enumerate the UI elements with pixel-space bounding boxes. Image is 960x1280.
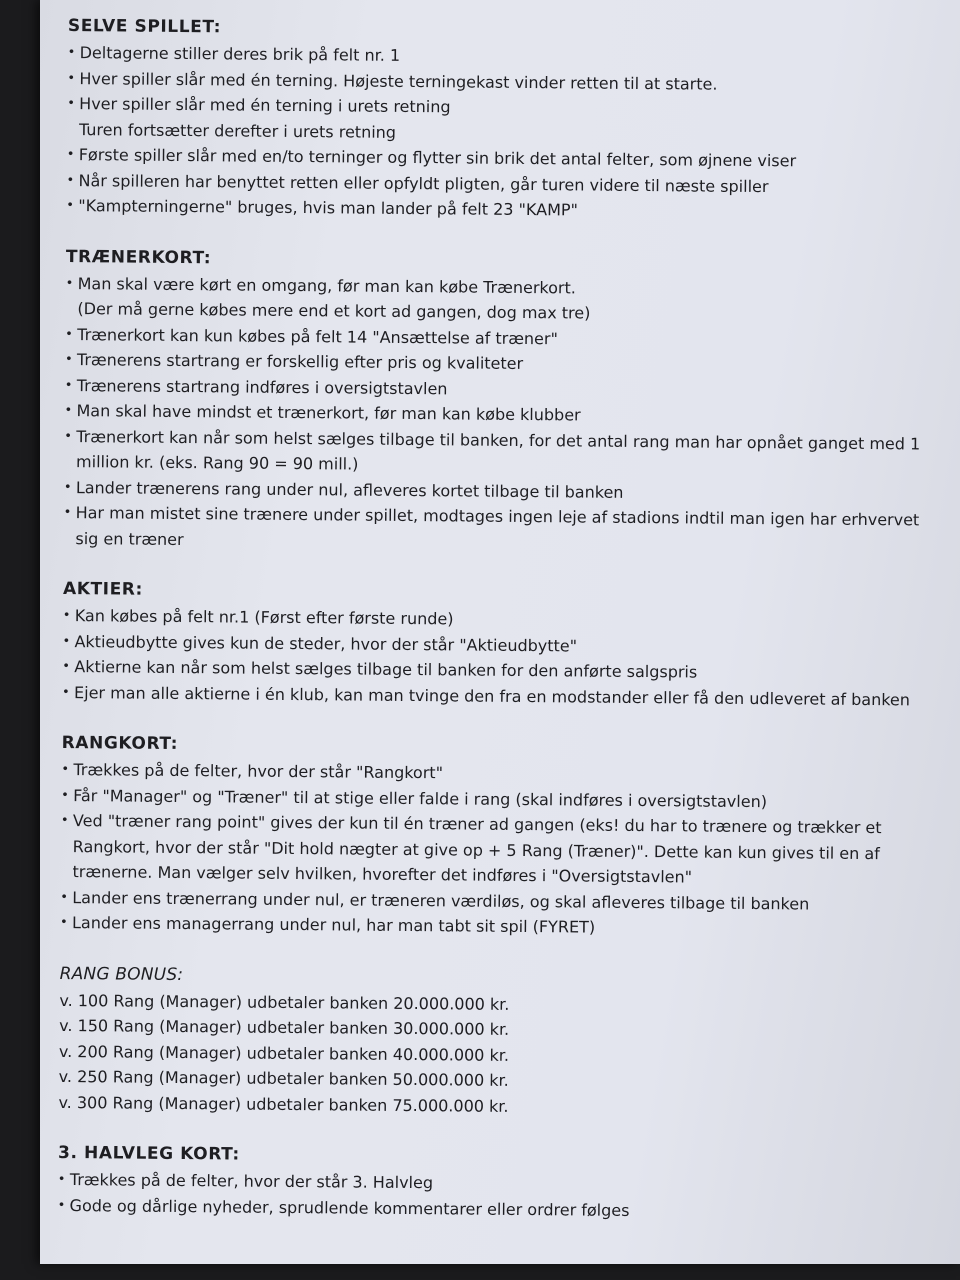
rule-item: • Hver spiller slår med én terning i urets retning Turen fortsætter derefter i urets retning — [67, 91, 927, 150]
rule-item: • Man skal være kørt en omgang, før man kan købe Trænerkort. (Der må gerne købes mere end et kort ad gangen, dog max tre) — [65, 270, 925, 329]
rule-item: • Man skal have mindst et trænerkort, før man kan købe klubber — [64, 398, 924, 431]
bonus-line: v. 100 Rang (Manager) udbetaler banken 20.000.000 kr. — [59, 990, 510, 1014]
rule-item: • Kan købes på felt nr.1 (Først efter første runde) — [63, 603, 923, 636]
rule-item: • Ved "træner rang point" gives der kun til én træner ad gangen (eks! du har to trænere og trækker et Rangkort, hvor der står "Dit hold nægter at give op + 5 Rang (Træner)". Dette kan kun gives til en af trænerne. Man vælger selv hvilken, hvorefter det indføres i "Oversigtstavlen" — [60, 808, 921, 892]
rule-item: • Har man mistet sine trænere under spillet, modtages ingen leje af stadions indtil man igen har erhvervet sig en træner — [63, 500, 923, 559]
rule-item: • Får "Manager" og "Træner" til at stige eller falde i rang (skal indføres i oversigtstavlen) — [61, 782, 921, 815]
section-aktier — [62, 577, 923, 712]
bonus-line: v. 250 Rang (Manager) udbetaler banken 50.000.000 kr. — [58, 1066, 509, 1090]
rule-list — [60, 757, 922, 943]
bonus-list — [58, 987, 919, 1122]
rule-item: • Ejer man alle aktierne i én klub, kan man tvinge den fra en modstander eller få den udleveret af banken — [62, 679, 922, 712]
section-rangkort — [60, 731, 922, 943]
section-heading: RANG BONUS: — [59, 963, 184, 985]
bonus-line: v. 200 Rang (Manager) udbetaler banken 40.000.000 kr. — [58, 1041, 510, 1065]
rule-list — [62, 603, 923, 713]
rule-item: • Lander trænerens rang under nul, afleveres kortet tilbage til banken — [64, 474, 924, 507]
section-heading: 3. HALVLEG KORT: — [57, 1142, 240, 1165]
rule-item: • Trænerens startrang indføres i oversigtstavlen — [65, 372, 925, 405]
rule-item: • Når spilleren har benyttet retten eller opfyldt pligten, går turen videre til næste spiller — [66, 167, 926, 200]
rule-item: • Aktierne kan når som helst sælges tilbage til banken for den anførte salgspris — [62, 654, 922, 687]
rule-item: • "Kampterningerne" bruges, hvis man lander på felt 23 "KAMP" — [66, 193, 926, 226]
rule-item: • Lander ens trænerrang under nul, er træneren værdiløs, og skal afleveres tilbage til banken — [60, 884, 920, 917]
rules-sheet — [40, 0, 960, 1264]
section-rang-bonus — [58, 961, 919, 1122]
rule-item: • Trækkes på de felter, hvor der står "Rangkort" — [61, 757, 921, 790]
rule-item: • Deltagerne stiller deres brik på felt nr. 1 — [68, 40, 928, 73]
section-selve-spillet — [66, 14, 928, 226]
section-heading: AKTIER: — [62, 578, 144, 600]
rule-item: • Trænerens startrang er forskellig efter pris og kvaliteter — [65, 347, 925, 380]
rule-item: • Trænerkort kan kun købes på felt 14 "Ansættelse af træner" — [65, 321, 925, 354]
section-traenerkort — [63, 244, 926, 558]
rule-item: • Trækkes på de felter, hvor der står 3. Halvleg — [58, 1167, 918, 1200]
bonus-line: v. 300 Rang (Manager) udbetaler banken 75.000.000 kr. — [58, 1092, 509, 1116]
rule-list — [66, 40, 928, 226]
rule-list — [63, 270, 925, 558]
rule-item: • Gode og dårlige nyheder, sprudlende kommentarer eller ordrer følges — [57, 1192, 917, 1225]
rule-item: • Lander ens managerrang under nul, har man tabt sit spil (FYRET) — [60, 910, 920, 943]
rule-item: • Første spiller slår med en/to terninger og flytter sin brik det antal felter, som øjnene viser — [67, 142, 927, 175]
rule-item: • Aktieudbytte gives kun de steder, hvor der står "Aktieudbytte" — [62, 628, 922, 661]
section-halvleg-kort — [57, 1141, 918, 1226]
rule-list — [57, 1167, 917, 1226]
bonus-line: v. 150 Rang (Manager) udbetaler banken 30.000.000 kr. — [59, 1015, 510, 1039]
rule-item: • Trænerkort kan når som helst sælges tilbage til banken, for det antal rang man har opnået ganget med 1 million kr. (eks. Rang 90 = 90 mill.) — [64, 423, 924, 482]
section-heading: RANGKORT: — [61, 732, 179, 754]
rule-item: • Hver spiller slår med én terning. Højeste terningekast vinder retten til at starte. — [67, 65, 927, 98]
rules-content — [57, 14, 928, 1251]
section-heading: TRÆNERKORT: — [65, 246, 212, 268]
section-heading: SELVE SPILLET: — [67, 15, 222, 38]
